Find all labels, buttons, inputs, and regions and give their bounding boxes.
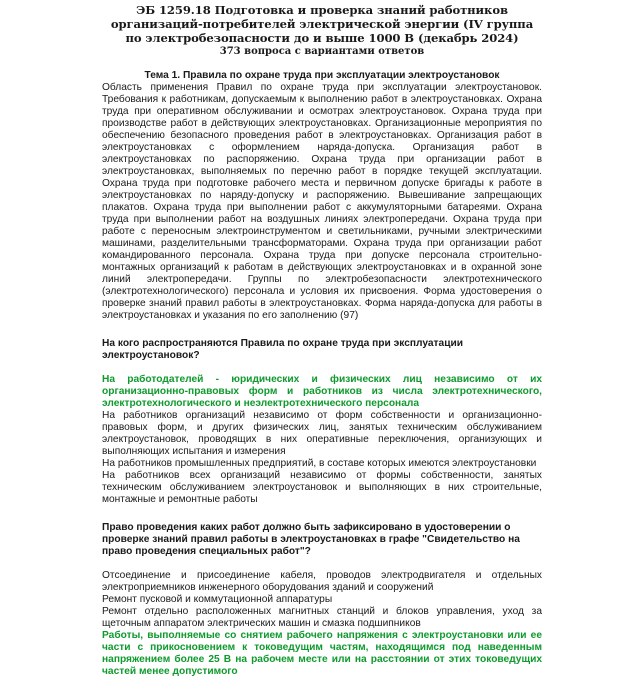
question-block-2 [102, 522, 542, 678]
topic-text: Область применения Правил по охране труда при эксплуатации электроустановок. Требования к работникам, допускаемым к выполнению работ в электроустановках. Охрана труда при оперативном обслуживании и осмотрах электроустановок. Охрана труда при производстве работ в действующих электроустановках. Организационные мероприятия по обеспечению безопасного проведения работ в электроустановках. Организация работ в электроустановках с оформлением наряда-допуска. Организация работ в электроустановках по распоряжению. Охрана труда при организации работ в электроустановках, выполняемых по перечню работ в порядке текущей эксплуатации. Охрана труда при подготовке рабочего места и первичном допуске бригады к работе в электроустановках по наряду-допуску и распоряжению. Вывешивание запрещающих плакатов. Охрана труда при выполнении работ с аккумуляторными батареями. Охрана труда при выполнении работ на воздушных линиях электропередачи. Охрана труда при работе с переносным электроинструментом и светильниками, ручными электрическими машинами, разделительными трансформаторами. Охрана труда при организации работ командированного персонала. Охрана труда при допуске персонала строительно-монтажных организаций к работам в действующих электроустановках и в охранной зоне линий электропередачи. Группы по электробезопасности электротехнического (электротехнологического) персонала и условия их присвоения. Форма удостоверения о проверке знаний правил работы в электроустановках. Форма наряда-допуска для работы в электроустановках и указания по его заполнению (97) [102, 82, 542, 321]
document-subtitle: 373 вопроса с вариантами ответов [219, 46, 425, 57]
answer-option: Ремонт отдельно расположенных магнитных станций и блоков управления, уход за щеточным аппаратом электрических машин и смазка подшипников [102, 606, 542, 629]
answer-option: На работников всех организаций независимо от формы собственности, занятых техническим обслуживанием электроустановок и выполняющих в них строительные, монтажные и ремонтные работы [102, 470, 542, 505]
answer-correct: На работодателей - юридических и физических лиц независимо от их организационно-правовых форм и работников из числа электротехнического, электротехнологического и неэлектротехнического персонала [102, 374, 542, 409]
answer-option: Отсоединение и присоединение кабеля, проводов электродвигателя и отдельных электроприемников инженерного оборудования зданий и сооружений [102, 570, 542, 593]
question-block-1 [102, 338, 542, 506]
answer-list [102, 570, 542, 678]
question-text: Право проведения каких работ должно быть зафиксировано в удостоверении о проверке знаний правил работы в электроустановках в графе "Свидетельство на право проведения специальных работ"? [102, 522, 520, 557]
answer-option: Ремонт пусковой и коммутационной аппаратуры [102, 594, 333, 605]
answer-correct: Работы, выполняемые со снятием рабочего напряжения с электроустановки или ее части с прикосновением к токоведущим частям, находящимся под наведенным напряжением более 25 В на рабочем месте или на расстоянии от этих токоведущих частей менее допустимого [102, 630, 542, 677]
answer-option: На работников организаций независимо от форм собственности и организационно-правовых форм, и других физических лиц, занятых техническим обслуживанием электроустановок, проводящих в них оперативные переключения, организующих и выполняющих испытания и измерения [102, 410, 542, 457]
document-page [102, 0, 542, 678]
document-title: ЭБ 1259.18 Подготовка и проверка знаний работников организаций-потребителей электрической энергии (IV группа по электробезопасности до и выше 1000 В (декабрь 2024) [110, 3, 534, 45]
question-text: На кого распространяются Правила по охране труда при эксплуатации электроустановок? [102, 338, 463, 361]
answer-option: На работников промышленных предприятий, в составе которых имеются электроустановки [102, 458, 537, 469]
topic-heading: Тема 1. Правила по охране труда при эксплуатации электроустановок [144, 70, 500, 81]
answer-list [102, 374, 542, 506]
